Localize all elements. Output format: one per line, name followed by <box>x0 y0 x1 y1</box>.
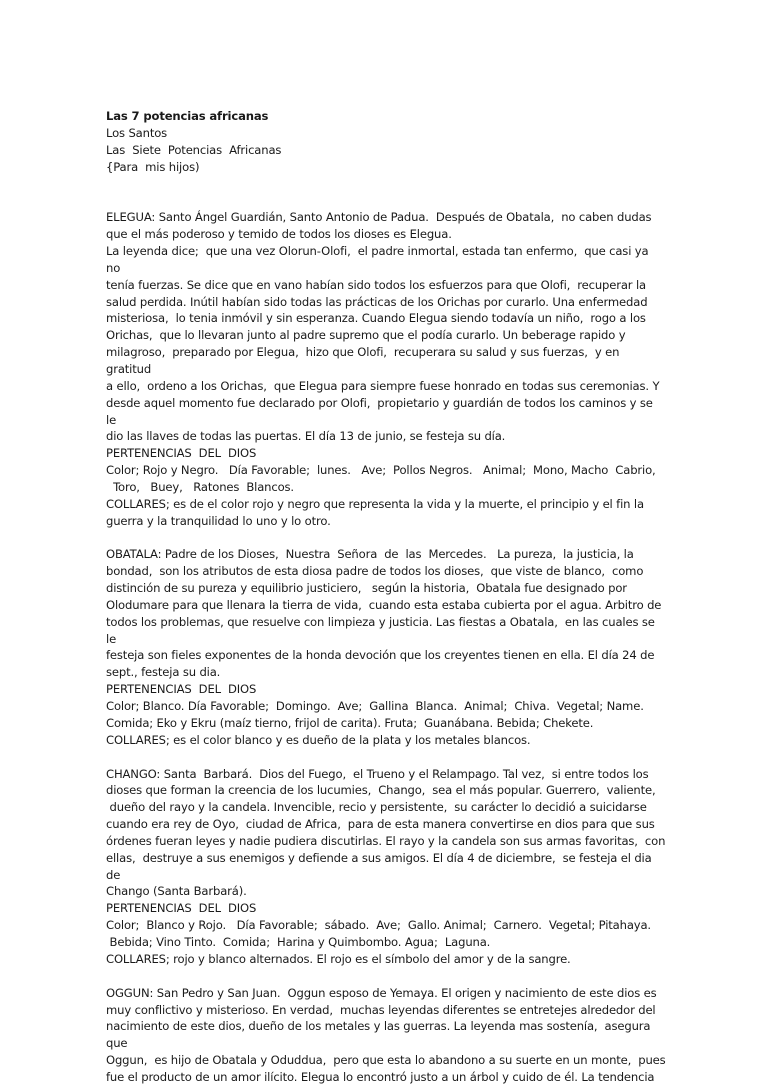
paragraph-line: nacimiento de este dios, dueño de los metales y las guerras. La leyenda mas sostenía, asegura que <box>106 1019 654 1051</box>
paragraph-line: Comida; Eko y Ekru (maíz tierno, frijol de carita). Fruta; Guanábana. Bebida; Chekete. <box>106 715 594 730</box>
paragraph-line: que el más poderoso y temido de todos los dioses es Elegua. <box>106 227 452 242</box>
paragraph-line: misteriosa, lo tenia inmóvil y sin esperanza. Cuando Elegua siendo todavía un niño, rogo a los <box>106 311 646 326</box>
paragraph-line: a ello, ordeno a los Orichas, que Elegua para siempre fuese honrado en todas sus ceremonias. Y <box>106 378 660 393</box>
paragraph-line: OBATALA: Padre de los Dioses, Nuestra Señora de las Mercedes. La pureza, la justicia, la <box>106 547 634 562</box>
paragraph-line: dueño del rayo y la candela. Invencible, recio y persistente, su carácter lo decidió a suicidarse <box>106 800 647 815</box>
paragraph-line: OGGUN: San Pedro y San Juan. Oggun esposo de Yemaya. El origen y nacimiento de este dios es <box>106 985 657 1000</box>
paragraph-line: Color; Blanco y Rojo. Día Favorable; sábado. Ave; Gallo. Animal; Carnero. Vegetal; Pitahaya. <box>106 918 651 933</box>
section-elegua <box>106 209 666 529</box>
paragraph-line: La leyenda dice; que una vez Olorun-Olofi, el padre inmortal, estada tan enfermo, que casi ya no <box>106 244 653 275</box>
paragraph-line: milagroso, preparado por Elegua, hizo que Olofi, recuperara su salud y sus fuerzas, y en gratitud <box>106 345 623 376</box>
paragraph-line: sept., festeja su dia. <box>106 665 221 680</box>
subtitle-line: Los Santos <box>106 125 168 140</box>
paragraph-line: bondad, son los atributos de esta diosa padre de todos los dioses, que viste de blanco, como <box>106 564 644 579</box>
section-heading: PERTENENCIAS DEL DIOS <box>106 901 257 916</box>
paragraph-line: tenía fuerzas. Se dice que en vano habían sido todos los esfuerzos para que Olofi, recuperar la <box>106 277 646 292</box>
subtitle-line: {Para mis hijos) <box>106 159 200 174</box>
section-heading: PERTENENCIAS DEL DIOS <box>106 446 257 461</box>
paragraph-line: Oggun, es hijo de Obatala y Oduddua, pero que esta lo abandono a su suerte en un monte, pues <box>106 1053 666 1068</box>
paragraph-line: COLLARES; es el color blanco y es dueño de la plata y los metales blancos. <box>106 732 531 747</box>
paragraph-line: dioses que forman la creencia de los lucumies, Chango, sea el más popular. Guerrero, valiente, <box>106 783 656 798</box>
paragraph-line: COLLARES; rojo y blanco alternados. El rojo es el símbolo del amor y de la sangre. <box>106 951 571 966</box>
paragraph-line: fue el producto de un amor ilícito. Elegua lo encontró justo a un árbol y cuido de él. La tendencia <box>106 1069 655 1084</box>
subtitle-line: Las Siete Potencias Africanas <box>106 142 282 157</box>
paragraph-line: Orichas, que lo llevaran junto al padre supremo que el podía curarlo. Un beberage rapido y <box>106 328 626 343</box>
paragraph-line: Color; Blanco. Día Favorable; Domingo. Ave; Gallina Blanca. Animal; Chiva. Vegetal; Name. <box>106 699 644 713</box>
paragraph-line: Color; Rojo y Negro. Día Favorable; lunes. Ave; Pollos Negros. Animal; Mono, Macho Cabrio, <box>106 463 656 478</box>
section-obatala <box>106 546 666 748</box>
spacer <box>106 749 666 766</box>
section-heading: PERTENENCIAS DEL DIOS <box>106 682 257 697</box>
section-chango <box>106 766 666 968</box>
paragraph-line: ellas, destruye a sus enemigos y defiende a sus amigos. El día 4 de diciembre, se festeja el dia de <box>106 850 656 882</box>
section-oggun <box>106 985 666 1086</box>
paragraph-line: Chango (Santa Barbará). <box>106 884 247 899</box>
paragraph-line: distinción de su pureza y equilibrio justiciero, según la historia, Obatala fue designado por <box>106 581 627 596</box>
paragraph-line: guerra y la tranquilidad lo uno y lo otro. <box>106 513 331 528</box>
paragraph-line: dio las llaves de todas las puertas. El día 13 de junio, se festeja su día. <box>106 429 506 444</box>
document-title: Las 7 potencias africanas <box>106 109 269 123</box>
paragraph-line: ELEGUA: Santo Ángel Guardián, Santo Antonio de Padua. Después de Obatala, no caben dudas <box>106 210 652 225</box>
spacer <box>106 968 666 985</box>
paragraph-line: festeja son fieles exponentes de la honda devoción que los creyentes tienen en ella. El día 24 de <box>106 648 655 663</box>
paragraph-line: cuando era rey de Oyo, ciudad de Africa, para de esta manera convertirse en dios para que sus <box>106 817 655 832</box>
paragraph-line: Toro, Buey, Ratones Blancos. <box>106 479 294 494</box>
spacer <box>106 529 666 546</box>
paragraph-line: órdenes fueran leyes y nadie pudiera discutirlas. El rayo y la candela son sus armas favoritas, con <box>106 833 666 848</box>
paragraph-line: todos los problemas, que resuelve con limpieza y justicia. Las fiestas a Obatala, en las cuales se le <box>106 614 659 646</box>
paragraph-line: desde aquel momento fue declarado por Olofi, propietario y guardián de todos los caminos y se le <box>106 395 657 427</box>
paragraph-line: salud perdida. Inútil habían sido todas las prácticas de los Orichas por curarlo. Una enfermedad <box>106 294 648 309</box>
document-body <box>106 108 666 1086</box>
paragraph-line: muy conflictivo y misterioso. En verdad, muchas leyendas diferentes se entretejes alrededor del <box>106 1002 656 1017</box>
paragraph-line: Olodumare para que llenara la tierra de vida, cuando esta estaba cubierta por el agua. Arbitro de <box>106 597 662 612</box>
spacer <box>106 175 666 209</box>
paragraph-line: CHANGO: Santa Barbará. Dios del Fuego, el Trueno y el Relampago. Tal vez, si entre todos los <box>106 766 649 781</box>
paragraph-line: COLLARES; es de el color rojo y negro que representa la vida y la muerte, el principio y el fin la <box>106 496 644 511</box>
paragraph-line: Bebida; Vino Tinto. Comida; Harina y Quimbombo. Agua; Laguna. <box>106 934 491 949</box>
